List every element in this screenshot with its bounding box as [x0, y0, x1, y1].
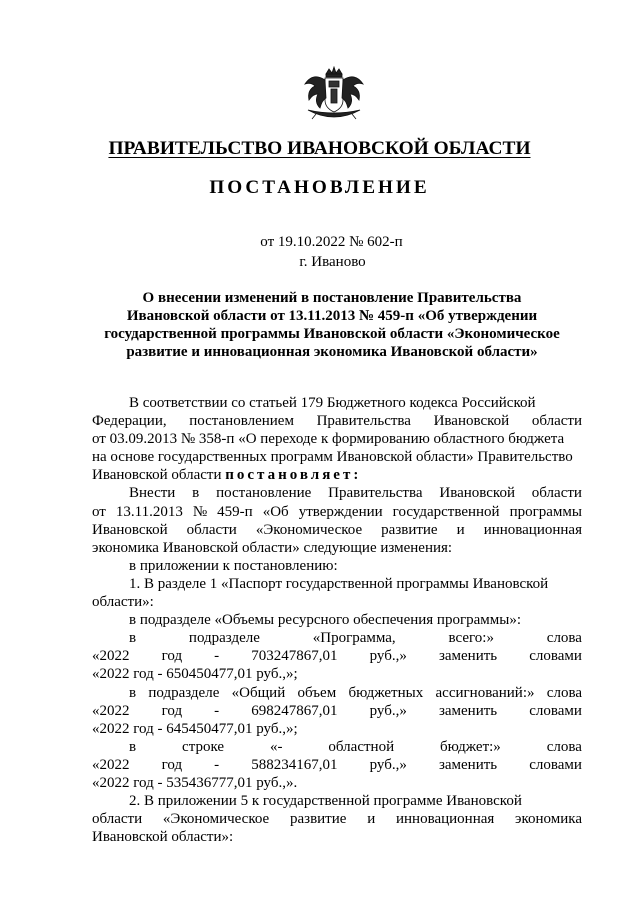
body-line: Внести в постановление Правительства Ивановской области — [129, 485, 582, 502]
body-line: экономика Ивановской области» следующие изменения: — [92, 539, 453, 556]
body-line: 1. В разделе 1 «Паспорт государственной программы Ивановской — [129, 575, 549, 592]
heading-line: развитие и инновационная экономика Ивановской области» — [126, 344, 538, 360]
document-body — [92, 394, 582, 846]
body-line: «2022 год - 645450477,01 руб.,»; — [92, 720, 298, 737]
body-line: от 03.09.2013 № 358-п «О переходе к формированию областного бюджета — [92, 431, 565, 448]
body-line: Федерации, постановлением Правительства Ивановской области — [92, 413, 582, 430]
body-line: «2022 год - 535436777,01 руб.,». — [92, 774, 298, 791]
coat-of-arms-icon — [296, 66, 372, 120]
body-line: в подразделе «Программа, всего:» слова — [129, 630, 582, 647]
heading-line: Ивановской области от 13.11.2013 № 459-п «Об утверждении — [126, 308, 538, 324]
body-line: 2. В приложении 5 к государственной программе Ивановской — [129, 793, 522, 810]
body-line: области «Экономическое развитие и инновационная экономика — [92, 811, 582, 828]
heading-line: О внесении изменений в постановление Правительства — [142, 290, 522, 306]
body-line: «2022 год - 588234167,01 руб.,» заменить словами — [92, 756, 582, 773]
body-line: Ивановской области «Экономическое развитие и инновационная — [92, 521, 582, 538]
heading-line: государственной программы Ивановской области «Экономическое — [104, 326, 560, 342]
body-line: в подразделе «Общий объем бюджетных ассигнований:» слова — [129, 684, 582, 701]
body-line: «2022 год - 703247867,01 руб.,» заменить словами — [92, 648, 582, 665]
organization-title: ПРАВИТЕЛЬСТВО ИВАНОВСКОЙ ОБЛАСТИ — [108, 138, 531, 159]
body-line: области»: — [92, 594, 154, 611]
body-line: на основе государственных программ Ивановской области» Правительство — [92, 449, 573, 466]
body-line: «2022 год - 698247867,01 руб.,» заменить словами — [92, 702, 582, 719]
body-line: Ивановской области»: — [92, 829, 234, 846]
resolution-word: постановляет: — [225, 467, 362, 484]
document-date-number: от 19.10.2022 № 602-п — [260, 234, 403, 250]
document-type: ПОСТАНОВЛЕНИЕ — [209, 177, 430, 198]
document-heading — [88, 289, 576, 361]
body-line: В соответствии со статьей 179 Бюджетного кодекса Российской — [129, 395, 536, 411]
body-line: в строке «- областной бюджет:» слова — [129, 738, 582, 755]
body-line: от 13.11.2013 № 459-п «Об утверждении государственной программы — [92, 503, 582, 520]
body-line: в приложении к постановлению: — [129, 557, 338, 574]
body-line: «2022 год - 650450477,01 руб.,»; — [92, 666, 298, 683]
body-line: в подразделе «Объемы ресурсного обеспечения программы»: — [129, 612, 521, 629]
document-city: г. Иваново — [299, 254, 366, 270]
body-line: Ивановской области постановляет: — [92, 467, 362, 484]
